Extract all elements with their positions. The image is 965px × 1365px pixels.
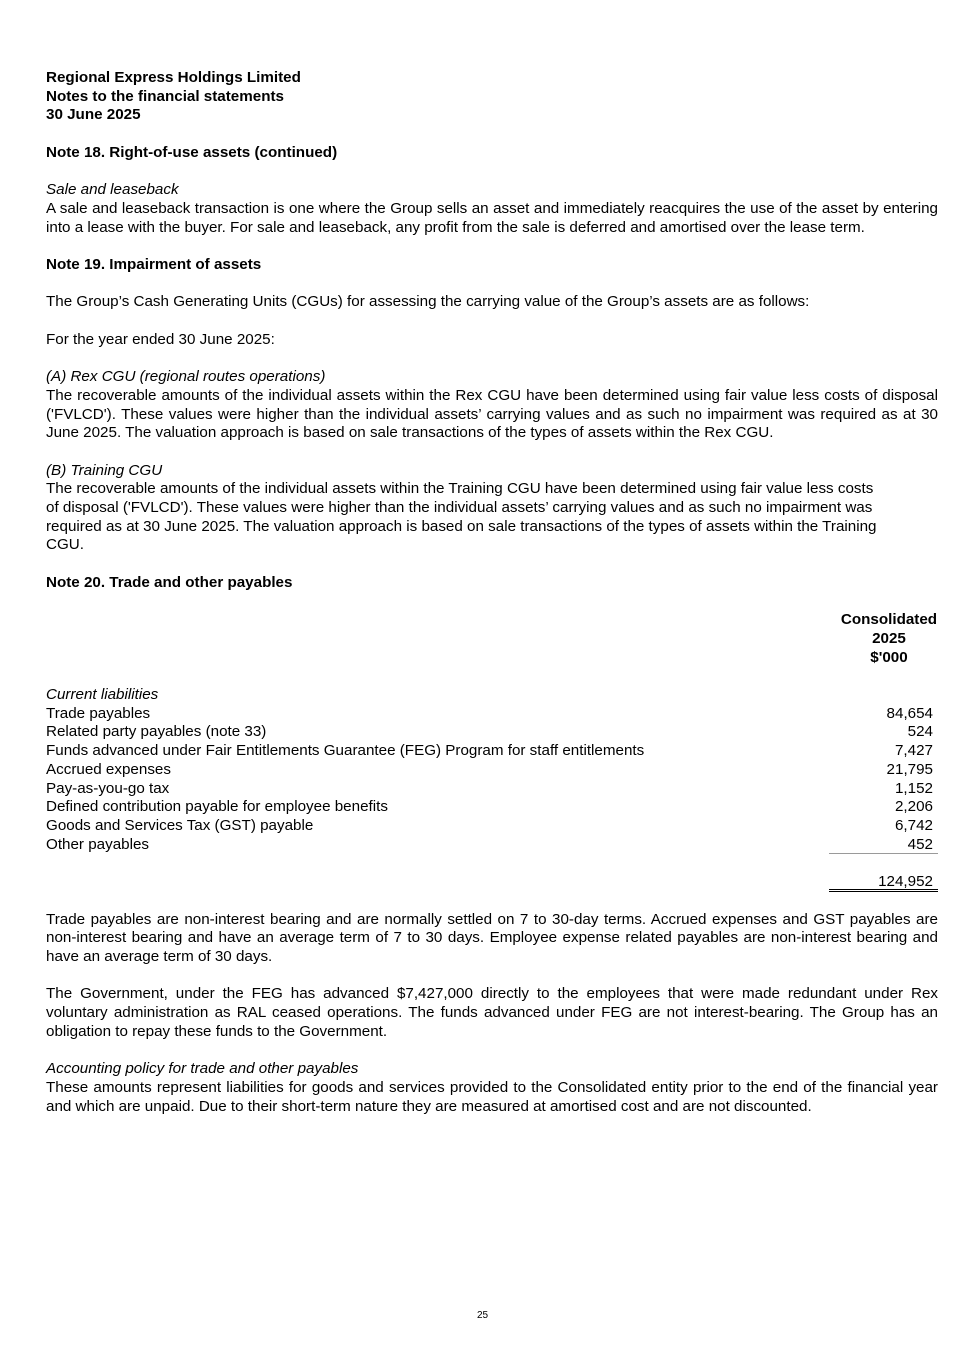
row-label: Pay-as-you-go tax (46, 779, 170, 797)
trade-payables-paragraph: Trade payables are non-interest bearing and are normally settled on 7 to 30-day terms. Accrued expenses and GST payables are non-interest bearing and have an average term of 7 to 30 days. Employee expense related payables are non-interest bearing and have an average term of 30 days. (46, 910, 938, 966)
accounting-policy-paragraph: These amounts represent liabilities for goods and services provided to the Consolidated entity prior to the end of the financial year and which are unpaid. Due to their short-term nature they are measured at amortised cost and are not discounted. (46, 1078, 938, 1115)
table-column-header (46, 611, 938, 667)
company-name: Regional Express Holdings Limited (46, 69, 301, 86)
row-value: 7,427 (894, 742, 933, 760)
row-value: 452 (829, 836, 938, 855)
table-row (46, 742, 938, 761)
row-label: Other payables (46, 835, 149, 853)
row-label: Related party payables (note 33) (46, 723, 267, 741)
row-value: 2,206 (894, 798, 933, 816)
payables-table (46, 705, 938, 892)
document-header (46, 69, 938, 125)
sale-leaseback-subheading: Sale and leaseback (46, 181, 179, 199)
row-value: 21,795 (886, 760, 933, 778)
row-label: Goods and Services Tax (GST) payable (46, 816, 314, 834)
cgu-a-paragraph: The recoverable amounts of the individual assets within the Rex CGU have been determined using fair value less costs of disposal ('FVLCD'). These values were higher than the individual assets’ carrying values and as such no impairment was required as at 30 June 2025. The valuation approach is based on sale transactions of the types of assets within the Rex CGU. (46, 386, 938, 442)
current-liabilities-label: Current liabilities (46, 686, 159, 704)
cgu-b-line: of disposal ('FVLCD'). These values were higher than the individual assets’ carrying values and as such no impairment was (46, 499, 873, 517)
column-header-year: 2025 (872, 629, 906, 647)
cgu-b-line: The recoverable amounts of the individual assets within the Training CGU have been determined using fair value less costs (46, 480, 874, 498)
row-value: 1,152 (894, 779, 933, 797)
page-number: 25 (476, 1310, 489, 1321)
row-value: 6,742 (894, 816, 933, 834)
table-row (46, 761, 938, 780)
row-label: Defined contribution payable for employee benefits (46, 798, 388, 816)
cgu-b-heading: (B) Training CGU (46, 461, 163, 479)
note19-intro: The Group’s Cash Generating Units (CGUs) for assessing the carrying value of the Group’s assets are as follows: (46, 293, 810, 311)
row-value: 84,654 (886, 704, 933, 722)
document-page (46, 69, 938, 1116)
row-value: 524 (907, 723, 933, 741)
table-row (46, 780, 938, 799)
row-label: Trade payables (46, 704, 151, 722)
table-row (46, 836, 938, 855)
table-row (46, 798, 938, 817)
document-date: 30 June 2025 (46, 106, 141, 124)
table-row (46, 705, 938, 724)
column-header-unit: $'000 (870, 648, 908, 666)
cgu-b-line: required as at 30 June 2025. The valuation approach is based on sale transactions of the types of assets within the Training (46, 517, 877, 535)
table-row (46, 817, 938, 836)
row-label: Funds advanced under Fair Entitlements Guarantee (FEG) Program for staff entitlements (46, 742, 645, 760)
cgu-a-heading: (A) Rex CGU (regional routes operations) (46, 368, 326, 386)
note20-heading: Note 20. Trade and other payables (46, 573, 293, 591)
note18-heading: Note 18. Right-of-use assets (continued) (46, 143, 338, 161)
cgu-b-paragraph (46, 480, 938, 555)
column-header-entity: Consolidated (840, 611, 938, 629)
table-row (46, 723, 938, 742)
note19-period: For the year ended 30 June 2025: (46, 330, 275, 348)
total-value: 124,952 (829, 873, 938, 892)
row-label: Accrued expenses (46, 760, 171, 778)
cgu-b-line: CGU. (46, 536, 84, 554)
accounting-policy-heading: Accounting policy for trade and other payables (46, 1060, 359, 1078)
document-subtitle: Notes to the financial statements (46, 87, 284, 105)
table-total-row (46, 873, 938, 892)
feg-paragraph: The Government, under the FEG has advanced $7,427,000 directly to the employees that were made redundant under Rex voluntary administration as RAL ceased operations. The funds advanced under FEG are not interest-bearing. The Group has an obligation to repay these funds to the Government. (46, 985, 938, 1040)
sale-leaseback-paragraph: A sale and leaseback transaction is one where the Group sells an asset and immediately reacquires the use of the asset by entering into a lease with the buyer. For sale and leaseback, any profit from the sale is deferred and amortised over the lease term. (46, 199, 938, 236)
note19-heading: Note 19. Impairment of assets (46, 255, 262, 273)
